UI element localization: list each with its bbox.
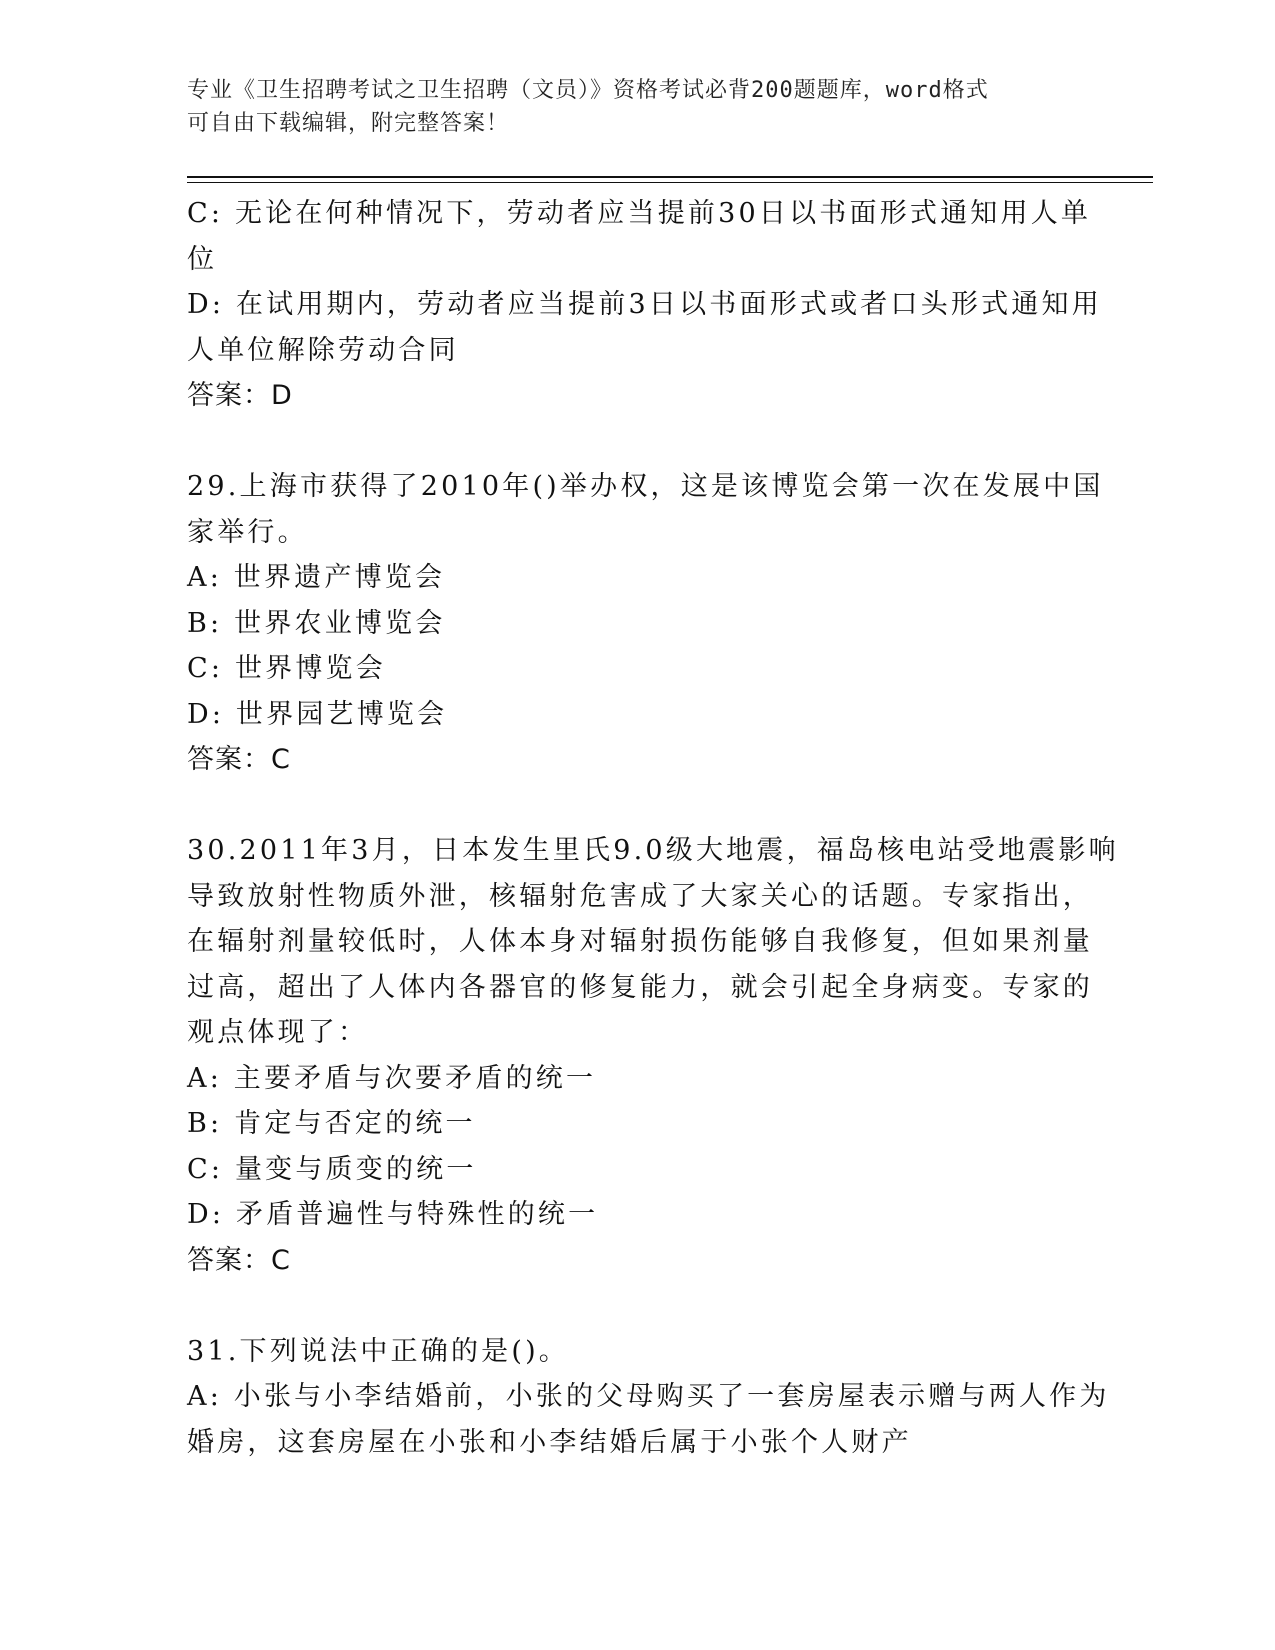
answer-label: 答案：C	[187, 1244, 291, 1276]
option-a: A: 世界遗产博览会	[187, 562, 446, 593]
question-28-continued	[187, 191, 1102, 419]
question-stem-line: 31.下列说法中正确的是()。	[187, 1335, 570, 1367]
option-d-line-2: 人单位解除劳动合同	[187, 334, 459, 366]
question-stem-line: 在辐射剂量较低时，人体本身对辐射损伤能够自我修复，但如果剂量	[187, 926, 1093, 957]
question-29	[187, 464, 1104, 783]
option-a-line-1: A: 小张与小李结婚前，小张的父母购买了一套房屋表示赠与两人作为	[187, 1381, 1110, 1412]
question-stem-line: 观点体现了：	[187, 1017, 369, 1048]
option-a-line-2: 婚房，这套房屋在小张和小李结婚后属于小张个人财产	[187, 1426, 912, 1458]
question-stem-line: 导致放射性物质外泄，核辐射危害成了大家关心的话题。专家指出，	[187, 880, 1093, 912]
document-header	[187, 74, 1067, 140]
header-divider-thick	[187, 176, 1153, 178]
question-stem-line: 30.2011年3月，日本发生里氏9.0级大地震，福岛核电站受地震影响	[187, 835, 1119, 866]
option-c-line-2: 位	[187, 243, 218, 275]
option-c-line-1: C: 无论在何种情况下，劳动者应当提前30日以书面形式通知用人单	[187, 198, 1092, 229]
option-c: C: 世界博览会	[187, 653, 386, 684]
question-30	[187, 828, 1119, 1283]
question-31	[187, 1329, 1110, 1466]
question-content	[187, 191, 1119, 1465]
question-stem-line: 29.上海市获得了2010年()举办权，这是该博览会第一次在发展中国	[187, 471, 1104, 502]
spacer	[187, 1283, 1087, 1329]
option-d: D: 矛盾普遍性与特殊性的统一	[187, 1199, 599, 1230]
option-b: B: 肯定与否定的统一	[187, 1108, 476, 1139]
option-c: C: 量变与质变的统一	[187, 1153, 477, 1185]
answer-label: 答案：D	[187, 380, 293, 411]
spacer	[187, 783, 1087, 829]
question-stem-line: 过高，超出了人体内各器官的修复能力，就会引起全身病变。专家的	[187, 971, 1093, 1003]
answer-label: 答案：C	[187, 744, 291, 775]
option-b: B: 世界农业博览会	[187, 607, 446, 639]
header-title-line-2: 可自由下载编辑，附完整答案！	[187, 111, 510, 136]
spacer	[187, 419, 1087, 465]
option-d: D: 世界园艺博览会	[187, 698, 448, 730]
header-divider-thin	[187, 182, 1153, 183]
option-d-line-1: D: 在试用期内，劳动者应当提前3日以书面形式或者口头形式通知用	[187, 289, 1102, 320]
option-a: A: 主要矛盾与次要矛盾的统一	[187, 1062, 597, 1094]
question-stem-line: 家举行。	[187, 516, 308, 548]
header-title-line-1: 专业《卫生招聘考试之卫生招聘（文员）》资格考试必背200题题库，word格式	[187, 78, 989, 103]
